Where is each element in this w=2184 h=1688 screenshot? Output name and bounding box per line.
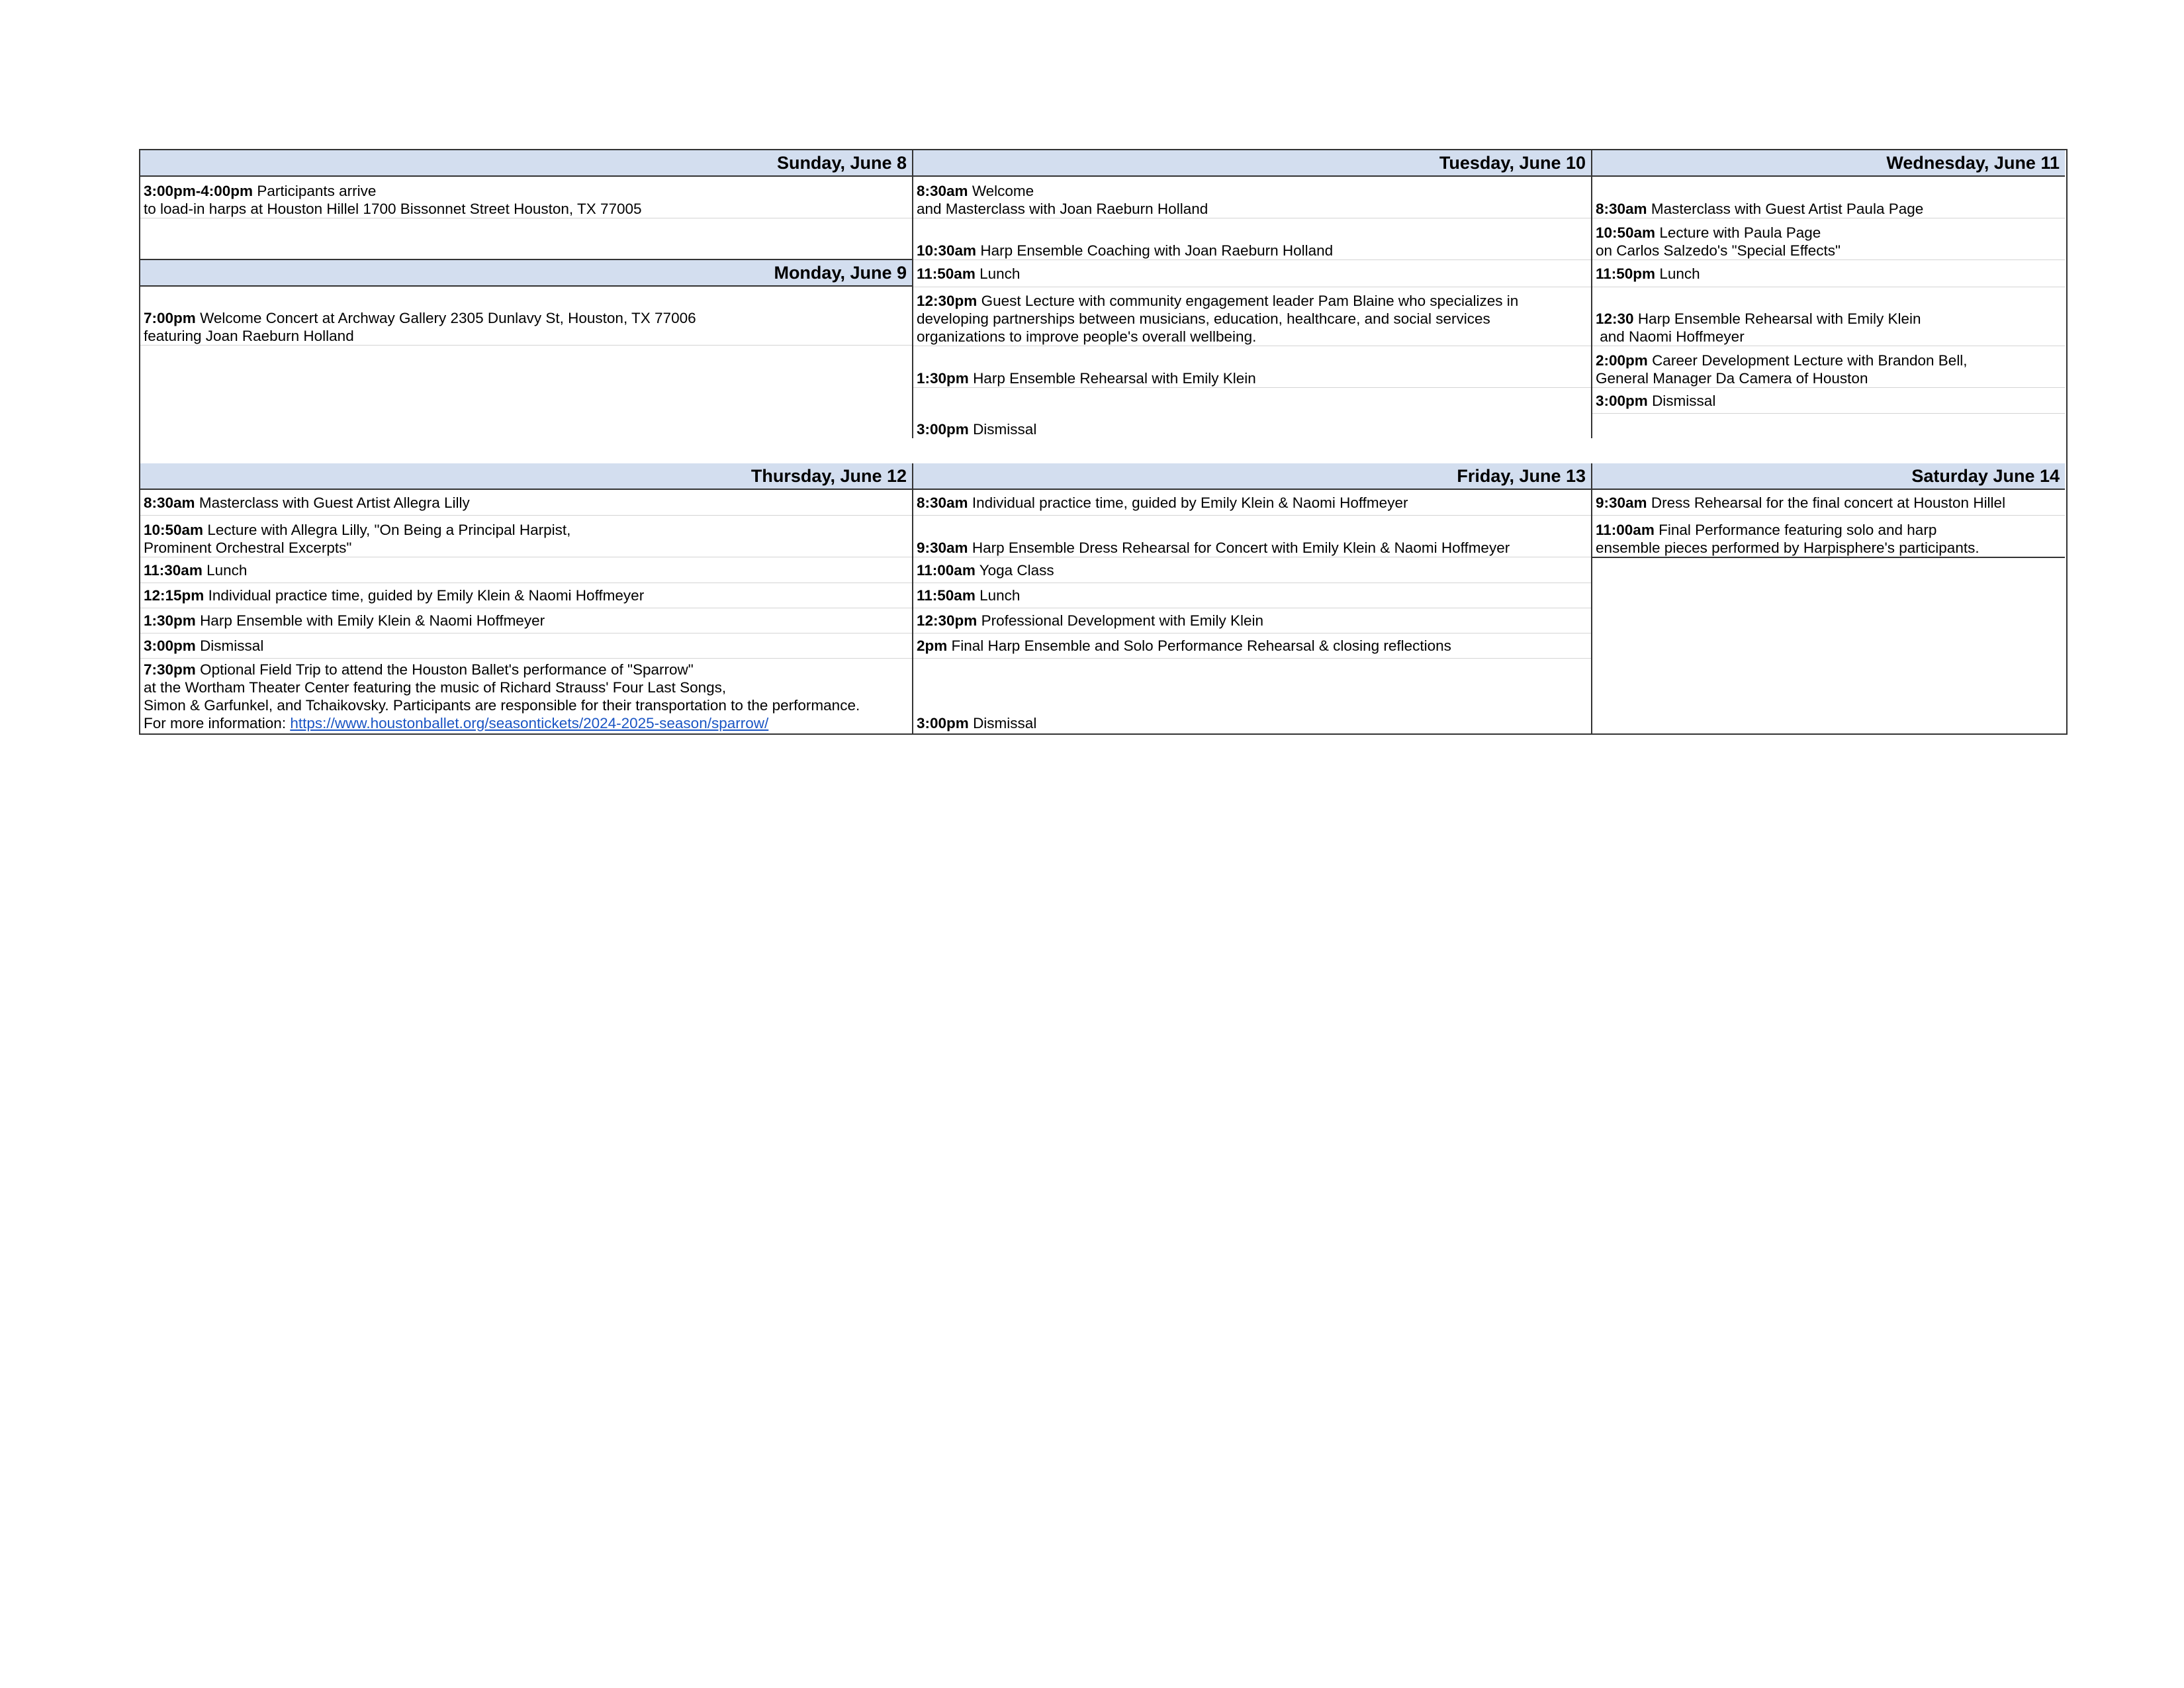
event-time: 10:50am — [1596, 224, 1656, 241]
event-text: Dismissal — [973, 715, 1037, 731]
event-text: Welcome — [972, 183, 1034, 199]
event-text: Harp Ensemble Dress Rehearsal for Concert with Emily Klein & Naomi Hoffmeyer — [972, 539, 1510, 556]
row-divider — [140, 345, 912, 346]
event-text: Welcome Concert at Archway Gallery 2305 Dunlavy St, Houston, TX 77006 — [200, 310, 696, 326]
event-cell — [913, 583, 1591, 608]
event-time: 3:00pm-4:00pm — [144, 183, 253, 199]
event-time: 2:00pm — [1596, 352, 1648, 369]
event-text: Guest Lecture with community engagement leader Pam Blaine who specializes in — [981, 293, 1519, 309]
event-time: 8:30am — [1596, 201, 1647, 217]
event-text-line: General Manager Da Camera of Houston — [1596, 370, 1868, 387]
event-time: 7:30pm — [144, 661, 196, 678]
event-text-line: and Naomi Hoffmeyer — [1596, 328, 1745, 345]
event-text: Optional Field Trip to attend the Houston Ballet's performance of "Sparrow" — [200, 661, 694, 678]
houston-ballet-link[interactable]: https://www.houstonballet.org/seasontickets/2024-2025-season/sparrow/ — [290, 715, 769, 731]
event-cell — [913, 490, 1591, 515]
event-text: Individual practice time, guided by Emily Klein & Naomi Hoffmeyer — [972, 494, 1408, 511]
day-header-friday: Friday, June 13 — [913, 463, 1591, 490]
event-cell — [140, 659, 912, 732]
event-time: 3:00pm — [917, 421, 969, 438]
event-time: 12:30pm — [917, 293, 978, 309]
event-cell — [913, 516, 1591, 557]
event-text: Harp Ensemble with Emily Klein & Naomi Hoffmeyer — [200, 612, 545, 629]
event-cell — [913, 346, 1591, 387]
day-header-wednesday: Wednesday, June 11 — [1592, 150, 2065, 177]
spacer-row — [139, 438, 2068, 465]
day-header-thursday: Thursday, June 12 — [140, 463, 912, 490]
event-time: 12:15pm — [144, 587, 205, 604]
event-text: Final Harp Ensemble and Solo Performance Rehearsal & closing reflections — [951, 637, 1451, 654]
event-text-line: developing partnerships between musicians, education, healthcare, and social services — [917, 310, 1490, 327]
event-cell — [913, 260, 1591, 287]
event-text-line: Simon & Garfunkel, and Tchaikovsky. Participants are responsible for their transportation to the performance. — [144, 697, 860, 714]
event-text: Dismissal — [1652, 392, 1716, 409]
event-cell — [140, 287, 912, 345]
event-cell — [140, 633, 912, 658]
event-time: 1:30pm — [917, 370, 969, 387]
event-cell — [1592, 260, 2065, 287]
column-wednesday — [1592, 150, 2065, 440]
event-time: 11:00am — [1596, 522, 1655, 538]
event-text-line: Prominent Orchestral Excerpts" — [144, 539, 352, 556]
event-text: Dismissal — [973, 421, 1037, 438]
event-text-line: ensemble pieces performed by Harpisphere's participants. — [1596, 539, 1979, 556]
event-time: 11:50am — [917, 265, 976, 282]
event-text: Professional Development with Emily Klein — [981, 612, 1263, 629]
column-thursday — [140, 463, 912, 733]
event-text: Lunch — [979, 265, 1021, 282]
event-text: Harp Ensemble Rehearsal with Emily Klein — [973, 370, 1256, 387]
day-header-tuesday: Tuesday, June 10 — [913, 150, 1591, 177]
event-text: Dismissal — [200, 637, 264, 654]
event-text-line: and Masterclass with Joan Raeburn Holland — [917, 201, 1208, 217]
event-text: Participants arrive — [257, 183, 377, 199]
event-cell — [1592, 516, 2065, 557]
event-cell — [913, 633, 1591, 658]
event-time: 7:00pm — [144, 310, 196, 326]
event-cell — [913, 388, 1591, 438]
event-text-line: to load-in harps at Houston Hillel 1700 Bissonnet Street Houston, TX 77005 — [144, 201, 642, 217]
event-cell — [140, 177, 912, 218]
event-text-line: organizations to improve people's overall wellbeing. — [917, 328, 1257, 345]
event-cell — [140, 583, 912, 608]
event-cell — [913, 177, 1591, 218]
event-time: 8:30am — [144, 494, 195, 511]
event-time: 10:30am — [917, 242, 977, 259]
event-cell — [913, 608, 1591, 633]
event-time: 11:00am — [917, 561, 976, 579]
event-cell — [140, 557, 912, 583]
more-info-label: For more information: — [144, 715, 291, 731]
event-cell — [913, 287, 1591, 346]
event-time: 11:50pm — [1596, 265, 1656, 282]
event-cell — [913, 218, 1591, 259]
event-cell — [140, 490, 912, 515]
event-time: 12:30 — [1596, 310, 1634, 327]
event-text: Lecture with Allegra Lilly, "On Being a Principal Harpist, — [207, 522, 571, 538]
event-cell — [1592, 287, 2065, 346]
event-time: 11:30am — [144, 561, 203, 579]
day-header-sunday: Sunday, June 8 — [140, 150, 912, 177]
event-text: Lunch — [979, 587, 1021, 604]
schedule-week-1 — [139, 149, 2068, 441]
event-time: 8:30am — [917, 183, 968, 199]
event-cell — [1592, 218, 2065, 259]
event-text-line: featuring Joan Raeburn Holland — [144, 328, 354, 344]
event-time: 1:30pm — [144, 612, 196, 629]
event-time: 3:00pm — [1596, 392, 1648, 409]
event-time: 12:30pm — [917, 612, 978, 629]
event-text: Masterclass with Guest Artist Allegra Lilly — [199, 494, 470, 511]
event-text: Harp Ensemble Coaching with Joan Raeburn Holland — [980, 242, 1334, 259]
event-time: 8:30am — [917, 494, 968, 511]
column-saturday — [1592, 463, 2065, 733]
column-friday — [913, 463, 1591, 733]
event-time: 3:00pm — [917, 715, 969, 731]
empty-cell — [140, 218, 912, 259]
event-text: Masterclass with Guest Artist Paula Page — [1651, 201, 1924, 217]
event-text: Lunch — [206, 561, 248, 579]
event-time: 2pm — [917, 637, 948, 654]
event-text: Lunch — [1659, 265, 1700, 282]
event-text: Career Development Lecture with Brandon Bell, — [1652, 352, 1968, 369]
event-cell — [1592, 490, 2065, 515]
event-cell — [140, 608, 912, 633]
event-time: 3:00pm — [144, 637, 196, 654]
day-header-saturday: Saturday June 14 — [1592, 463, 2065, 490]
event-time: 10:50am — [144, 522, 204, 538]
event-time: 9:30am — [1596, 494, 1647, 511]
event-time: 9:30am — [917, 539, 968, 556]
event-text: Dress Rehearsal for the final concert at Houston Hillel — [1651, 494, 2006, 511]
event-text: Individual practice time, guided by Emily Klein & Naomi Hoffmeyer — [208, 587, 645, 604]
event-cell — [1592, 346, 2065, 387]
row-divider — [1592, 413, 2065, 414]
event-time: 11:50am — [917, 587, 976, 604]
column-sunday-monday — [140, 150, 912, 440]
event-cell — [1592, 388, 2065, 413]
event-cell — [1592, 177, 2065, 218]
column-tuesday — [913, 150, 1591, 440]
event-cell — [913, 659, 1591, 732]
event-text: Final Performance featuring solo and harp — [1659, 522, 1937, 538]
event-text: Yoga Class — [979, 561, 1054, 579]
event-text-line: at the Wortham Theater Center featuring the music of Richard Strauss' Four Last Songs, — [144, 679, 727, 696]
row-divider — [1592, 557, 2065, 558]
event-cell — [140, 516, 912, 557]
event-text-line: on Carlos Salzedo's "Special Effects" — [1596, 242, 1841, 259]
event-cell — [913, 557, 1591, 583]
event-text: Lecture with Paula Page — [1659, 224, 1821, 241]
day-header-monday: Monday, June 9 — [140, 260, 912, 287]
event-text: Harp Ensemble Rehearsal with Emily Klein — [1637, 310, 1921, 327]
schedule-week-2 — [139, 463, 2068, 735]
